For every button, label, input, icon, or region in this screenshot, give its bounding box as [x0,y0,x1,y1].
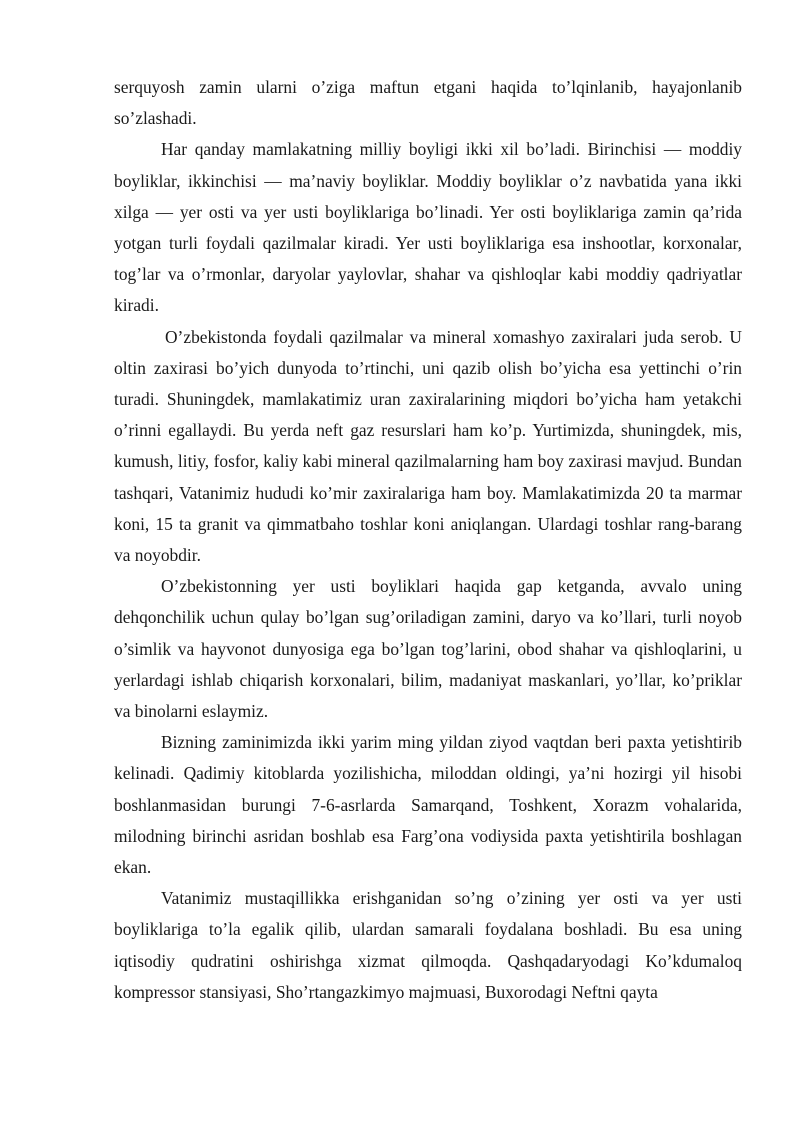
paragraph-national-wealth: Har qanday mamlakatning milliy boyligi ikki xil bo’ladi. Birinchisi — moddiy boyliklar, ikkinchisi — ma’naviy boyliklar. Moddiy boyliklar o’z navbatida yana ikki xilga — yer osti va yer usti boyliklariga bo’linadi. Yer osti boyliklariga zamin qa’rida yotgan turli foydali qazilmalar kiradi. Yer usti boyliklariga esa inshootlar, korxonalar, tog’lar va o’rmonlar, daryolar yaylovlar, shahar va qishloqlar kabi moddiy qadriyatlar kiradi. [114,139,742,316]
paragraph-mineral-resources: O’zbekistonda foydali qazilmalar va mineral xomashyo zaxiralari juda serob. U oltin zaxirasi bo’yich dunyoda to’rtinchi, uni qazib olish bo’yicha esa yettinchi o’rin turadi. Shuningdek, mamlakatimiz uran zaxiralarining miqdori bo’yicha ham yetakchi o’rinni egallaydi. Bu yerda neft gaz resurslari ham ko’p. Yurtimizda, shuningdek, mis, kumush, litiy, fosfor, kaliy kabi mineral qazilmalarning ham boy zaxirasi mavjud. Bundan tashqari, Vatanimiz hududi ko’mir zaxiralariga ham boy. Mamlakatimizda 20 ta marmar koni, 15 ta granit va qimmatbaho toshlar koni aniqlangan. Ulardagi toshlar rang-barang va noyobdir. [114,326,742,566]
paragraph-surface-wealth: O’zbekistonning yer usti boyliklari haqida gap ketganda, avvalo uning dehqonchilik uchun qulay bo’lgan sug’oriladigan zamini, daryo va ko’llari, turli noyob o’simlik va hayvonot dunyosiga ega bo’lgan tog’larini, obod shahar va qishloqlarini, u yerlardagi ishlab chiqarish korxonalari, bilim, madaniyat maskanlari, yo’llar, ko’priklar va binolarni eslaymiz. [114,576,742,722]
document-page [114,72,742,1008]
paragraph-continuation: serquyosh zamin ularni o’ziga maftun etgani haqida to’lqinlanib, hayajonlanib so’zlashadi. [114,77,742,129]
paragraph-cotton-history: Bizning zaminimizda ikki yarim ming yildan ziyod vaqtdan beri paxta yetishtirib kelinadi. Qadimiy kitoblarda yozilishicha, miloddan oldingi, ya’ni hozirgi yil hisobi boshlanmasidan burungi 7-6-asrlarda Samarqand, Toshkent, Xorazm vohalarida, milodning birinchi asridan boshlab esa Farg’ona vodiysida paxta yetishtirila boshlagan ekan. [114,732,742,878]
paragraph-independence: Vatanimiz mustaqillikka erishganidan so’ng o’zining yer osti va yer usti boyliklariga to’la egalik qilib, ulardan samarali foydalana boshladi. Bu esa uning iqtisodiy qudratini oshirishga xizmat qilmoqda. Qashqadaryodagi Ko’kdumaloq kompressor stansiyasi, Sho’rtangazkimyo majmuasi, Buxorodagi Neftni qayta [114,888,742,1002]
